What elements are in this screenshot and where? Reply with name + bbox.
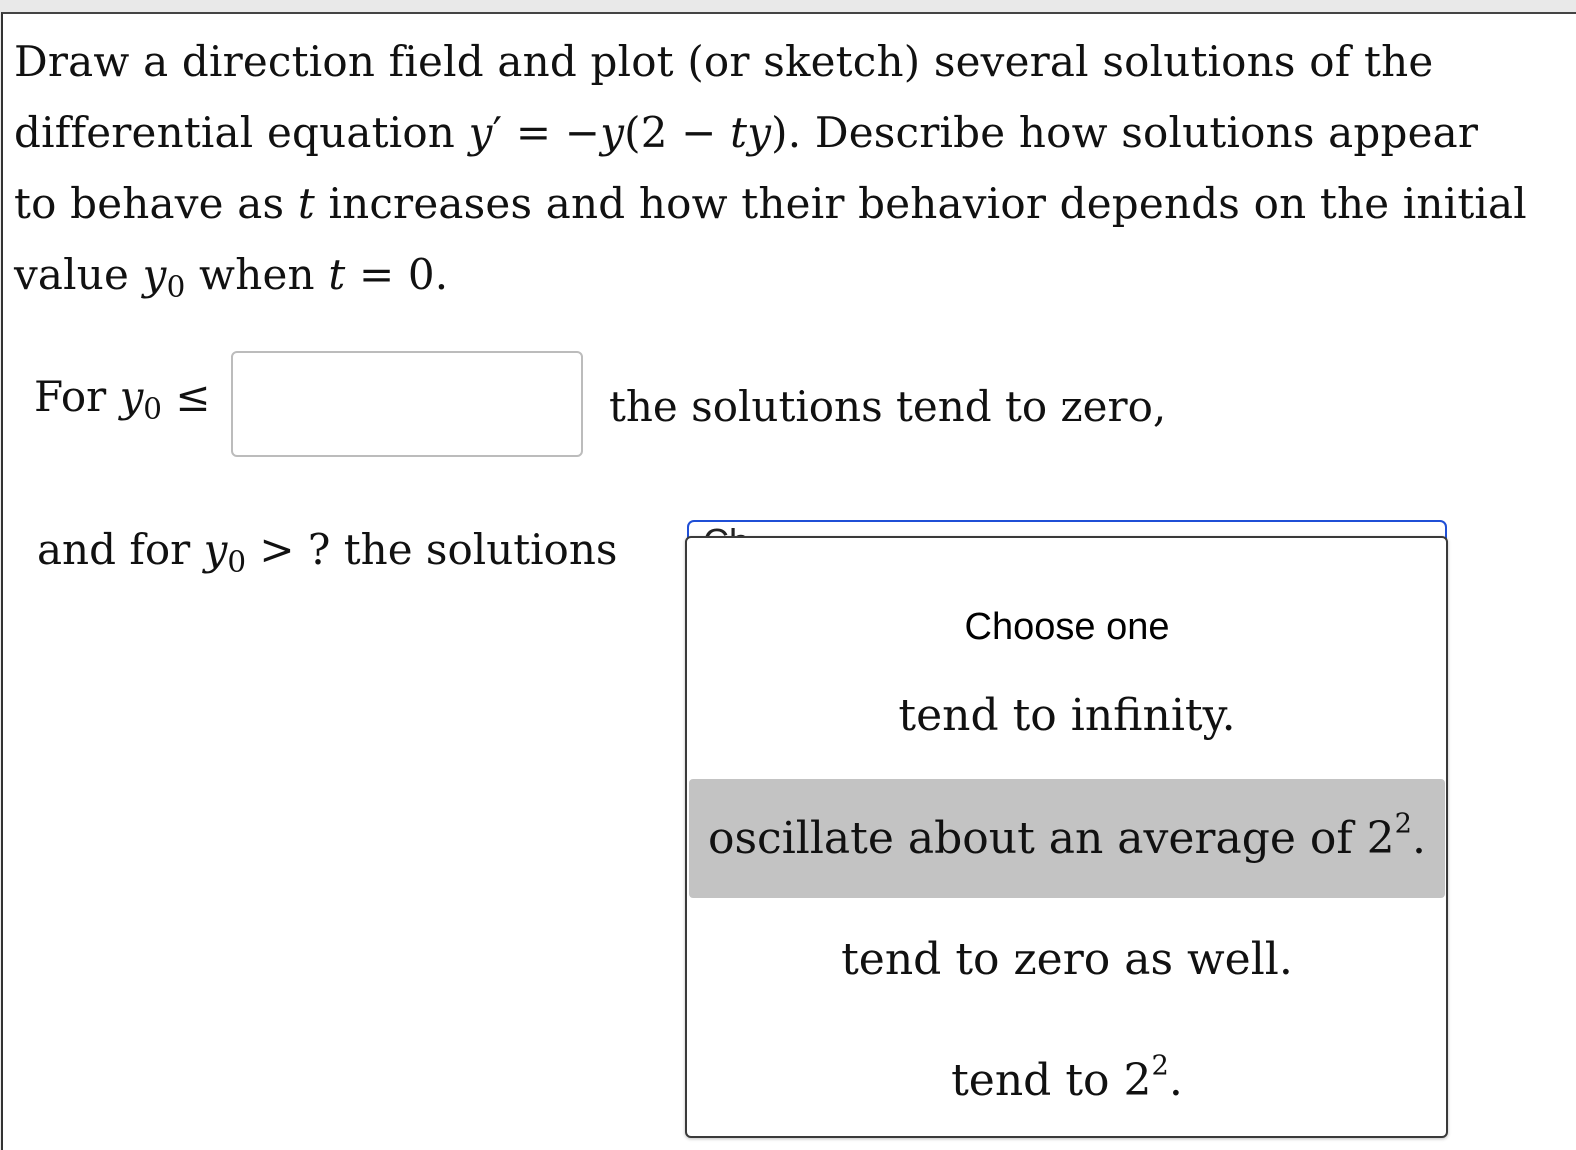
answer-row-2-label: and for $y_0$ > ? the solutions	[37, 525, 618, 579]
question-line-1: Draw a direction field and plot (or sketch) several solutions of the	[14, 37, 1434, 86]
behavior-dropdown-menu	[685, 536, 1448, 1138]
dropdown-option-oscillate[interactable]: oscillate about an average of $2^2$.	[689, 779, 1445, 898]
top-bar	[0, 0, 1576, 12]
dropdown-option-zero[interactable]: tend to zero as well.	[841, 934, 1293, 985]
dropdown-option-tend-to-value[interactable]: tend to $2^2$.	[951, 1050, 1183, 1106]
dropdown-option-infinity[interactable]: tend to infinity.	[898, 690, 1236, 741]
question-text	[14, 26, 1554, 310]
question-line-2: differential equation y′ = −y(2 − ty). Describe how solutions appear	[14, 108, 1479, 157]
answer-row-1-label: For $y_0$ ≤	[34, 372, 211, 426]
y0-threshold-input[interactable]	[231, 351, 583, 457]
dropdown-option-placeholder[interactable]: Choose one	[964, 606, 1170, 648]
question-line-4: value $y_0$ when t = 0.	[14, 250, 449, 304]
question-line-3: to behave as t increases and how their behavior depends on the initial	[14, 179, 1527, 228]
answer-row-1-suffix: the solutions tend to zero,	[609, 382, 1167, 431]
